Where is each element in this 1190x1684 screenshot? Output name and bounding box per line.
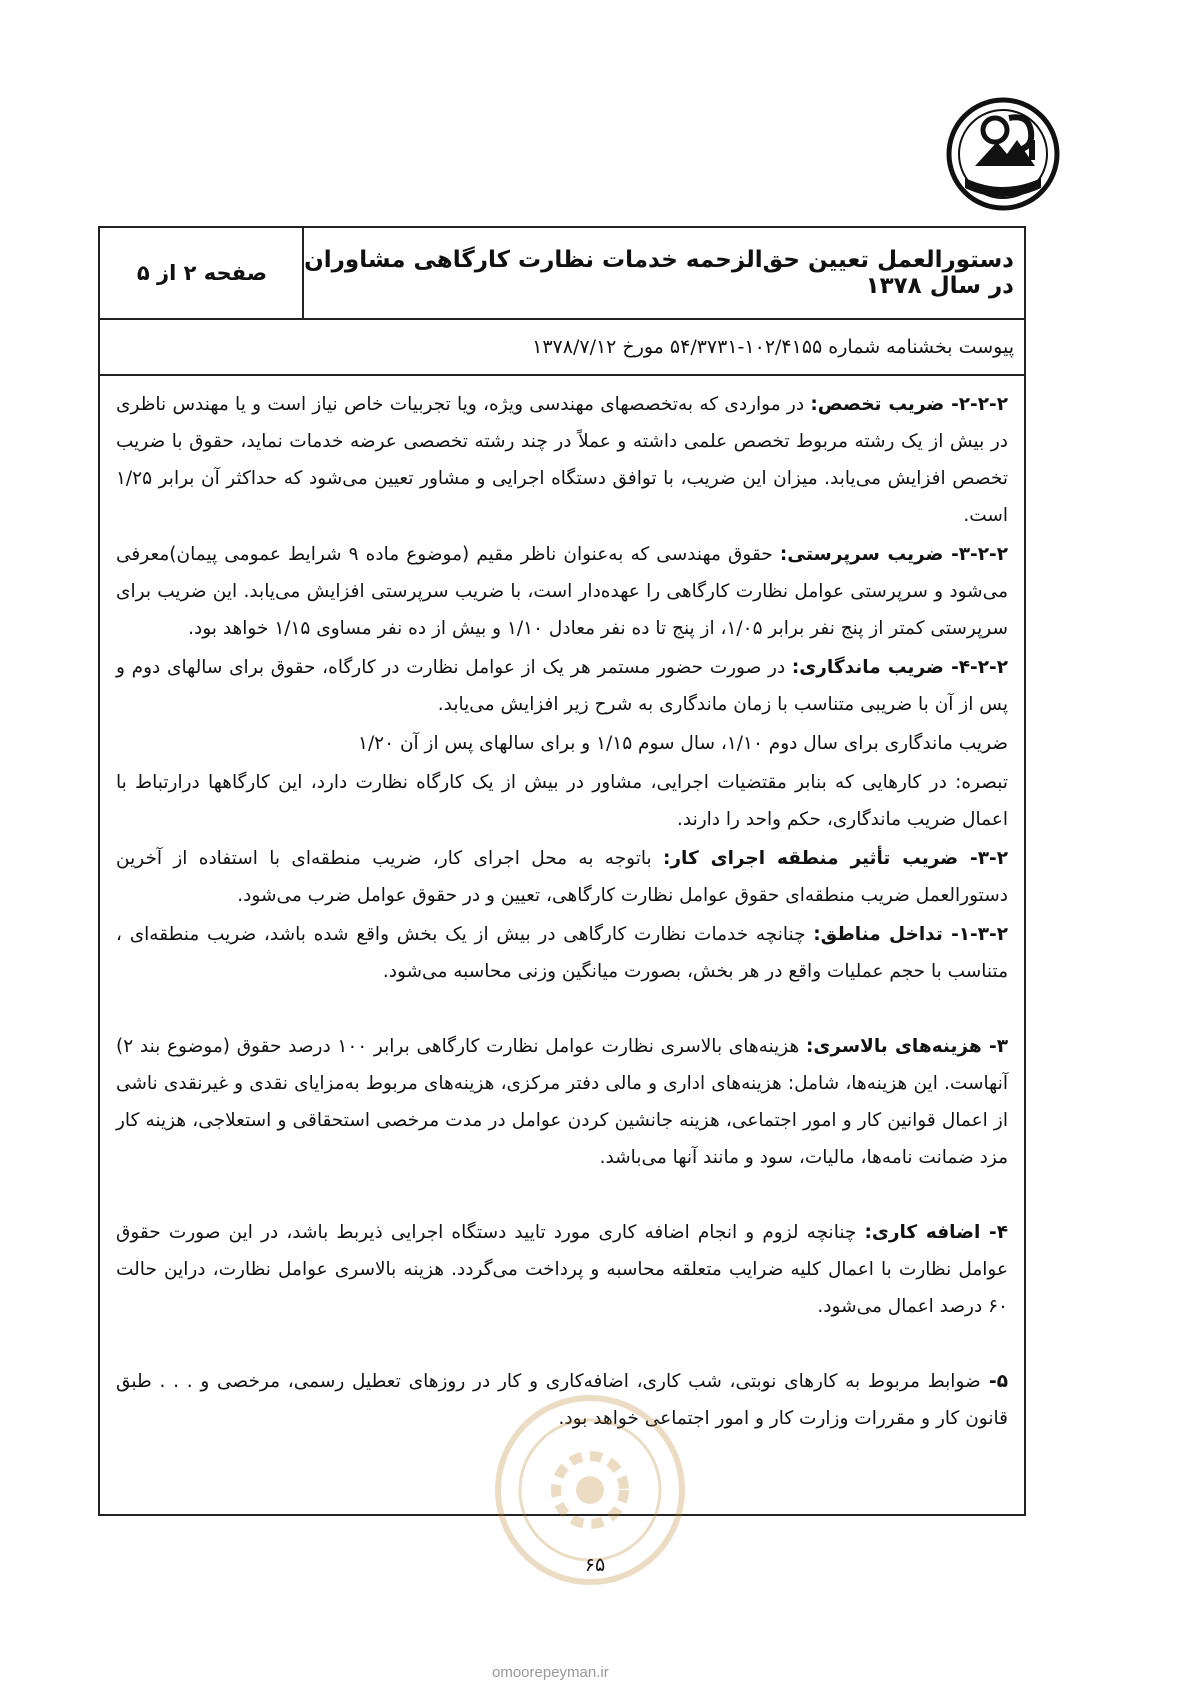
paragraph-regional-coefficient <box>116 840 1008 914</box>
reference-line: پیوست بخشنامه شماره ۱۰۲/۴۱۵۵-۵۴/۳۷۳۱ مورخ ۱۳۷۸/۷/۱۲ <box>100 320 1024 376</box>
page-label: صفحه ۲ از ۵ <box>136 261 268 285</box>
paragraph-overtime <box>116 1214 1008 1325</box>
paragraph-retention-values <box>116 725 1008 762</box>
paragraph-text: تبصره: در کارهایی که بنابر مقتضیات اجرایی، مشاور در بیش از یک کارگاه نظارت دارد، این کارگاهها درارتباط با اعمال ضریب ماندگاری، حکم واحد را دارند. <box>116 772 1008 830</box>
paragraph-retention-coefficient <box>116 649 1008 723</box>
paragraph-text: هزینه‌های بالاسری نظارت عوامل نظارت کارگاهی برابر ۱۰۰ درصد حقوق (موضوع بند ۲) آنهاست. این هزینه‌ها، شامل: هزینه‌های اداری و مالی دفتر مرکزی، هزینه‌های مربوط به‌مزایای نقدی و غیرنقدی ناشی از اعمال قوانین کار و امور اجتماعی، هزینه جانشین کردن عوامل در مدت مرخصی استحقاقی و استعلاجی، هزینه کار مزد ضمانت نامه‌ها، مالیات، سود و مانند آنها می‌باشد. <box>116 1036 1008 1168</box>
paragraph-text: در مواردی که به‌تخصصهای مهندسی ویژه، ویا تجربیات خاص نیاز است و یا مهندس ناظری در بیش از یک رشته مربوط تخصص علمی داشته و عملاً در چند رشته تخصصی عرضه خدمات نماید، حقوق با ضریب تخصص افزایش می‌یابد. میزان این ضریب، با توافق دستگاه اجرایی و مشاور تعیین می‌شود که حداکثر آن برابر ۱/۲۵ است. <box>116 394 1008 526</box>
paragraph-heading: ۳-۲- ضریب تأثیر منطقه اجرای کار: <box>662 848 1008 869</box>
organization-logo-icon <box>945 96 1061 212</box>
paragraph-overhead <box>116 1028 1008 1176</box>
paragraph-text: باتوجه به محل اجرای کار، ضریب منطقه‌ای با استفاده از آخرین دستورالعمل ضریب منطقه‌ای حقوق عوامل نظارت کارگاهی، تعیین و در حقوق عوامل ضرب می‌شود. <box>116 848 1008 906</box>
paragraph-supervision-coefficient <box>116 536 1008 647</box>
paragraph-text: حقوق مهندسی که به‌عنوان ناظر مقیم (موضوع ماده ۹ شرایط عمومی پیمان)معرفی می‌شود و سرپرستی عوامل نظارت کارگاهی را عهده‌دار است، با ضریب سرپرستی افزایش می‌یابد. این ضریب برای سرپرستی کمتر از پنج نفر برابر ۱/۰۵، از پنج تا ده نفر معادل ۱/۱۰ و بیش از ده نفر مساوی ۱/۱۵ خواهد بود. <box>116 544 1008 639</box>
document-title: دستورالعمل تعیین حق‌الزحمه خدمات نظارت کارگاهی مشاوران در سال ۱۳۷۸ <box>302 228 1024 318</box>
paragraph-text: چنانچه خدمات نظارت کارگاهی در بیش از یک بخش واقع شده باشد، ضریب منطقه‌ای ، متناسب با حجم عملیات واقع در هر بخش، بصورت میانگین وزنی محاسبه می‌شود. <box>116 924 1008 982</box>
paragraph-text: چنانچه لزوم و انجام اضافه کاری مورد تایید دستگاه اجرایی ذیربط باشد، در این صورت حقوق عوامل نظارت با اعمال کلیه ضرایب متعلقه محاسبه و پرداخت می‌گردد. هزینه بالاسری عوامل نظارت، دراین حالت ۶۰ درصد اعمال می‌شود. <box>116 1222 1008 1317</box>
paragraph-specialty-coefficient <box>116 386 1008 534</box>
paragraph-heading: ۳-۲-۲- ضریب سرپرستی: <box>779 544 1008 565</box>
paragraph-text: ضوابط مربوط به کارهای نوبتی، شب کاری، اضافه‌کاری و کار در روزهای تعطیل رسمی، مرخصی و . . . طبق قانون کار و مقررات وزارت کار و امور اجتماعی خواهد بود. <box>116 1371 1008 1429</box>
paragraph-heading: ۵- <box>980 1371 1008 1392</box>
watermark-site: omoorepeyman.ir <box>492 1664 609 1681</box>
header-row <box>100 228 1024 320</box>
paragraph-heading: ۱-۳-۲- تداخل مناطق: <box>813 924 1008 945</box>
page-number: ۶۵ <box>584 1554 606 1576</box>
paragraph-heading: ۴- اضافه کاری: <box>864 1222 1008 1243</box>
paragraph-region-overlap <box>116 916 1008 990</box>
paragraph-heading: ۲-۲-۲- ضریب تخصص: <box>810 394 1008 415</box>
paragraph-text: ضریب ماندگاری برای سال دوم ۱/۱۰، سال سوم ۱/۱۵ و برای سالهای پس از آن ۱/۲۰ <box>358 733 1008 754</box>
paragraph-heading: ۳- هزینه‌های بالاسری: <box>805 1036 1008 1057</box>
document-frame <box>98 226 1026 1516</box>
paragraph-text: در صورت حضور مستمر هر یک از عوامل نظارت در کارگاه، حقوق برای سالهای دوم و پس از آن با ضریبی متناسب با زمان ماندگاری به شرح زیر افزایش می‌یابد. <box>116 657 1008 715</box>
paragraph-note <box>116 764 1008 838</box>
paragraph-heading: ۴-۲-۲- ضریب ماندگاری: <box>791 657 1008 678</box>
document-body <box>116 386 1008 1439</box>
